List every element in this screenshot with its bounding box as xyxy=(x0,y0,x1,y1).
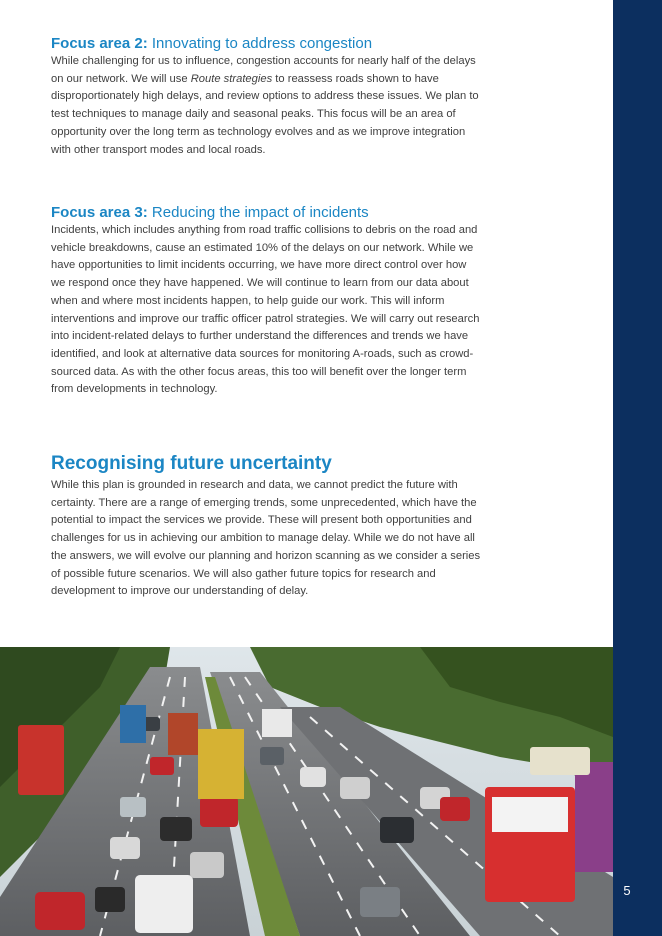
focus-area-2-title: Innovating to address congestion xyxy=(151,35,373,52)
motorway-traffic-photo xyxy=(0,647,613,936)
sidebar-band xyxy=(613,0,662,936)
motorway-illustration xyxy=(0,647,613,936)
focus-area-2-text xyxy=(51,53,481,159)
focus-area-2-text-part: While challenging for us to influence, congestion accounts for nearly half of the delays on our network. We will use xyxy=(51,55,476,85)
focus-area-2-text-part: to reassess roads shown to have disproportionately high delays, and review options to address these issues. We plan to test techniques to manage daily and seasonal peaks. This focus will be an area of opportunity over the long term as technology evolves and as we improve integration with other transport modes and local roads. xyxy=(51,72,479,156)
future-uncertainty-heading: Recognising future uncertainty xyxy=(51,453,332,474)
page-number: 5 xyxy=(623,883,631,898)
focus-area-2-label: Focus area 2: xyxy=(51,35,148,52)
focus-area-3-heading xyxy=(51,203,481,222)
focus-area-3-section xyxy=(51,203,481,399)
focus-area-3-title: Reducing the impact of incidents xyxy=(151,204,369,221)
future-uncertainty-section xyxy=(51,452,481,601)
focus-area-2-heading xyxy=(51,34,481,53)
focus-area-3-label: Focus area 3: xyxy=(51,204,148,221)
future-uncertainty-text: While this plan is grounded in research and data, we cannot predict the future with certainty. There are a range of emerging trends, some unprecedented, which have the potential to impact the services we provide. These will present both opportunities and challenges for us in achieving our ambition to manage delay. While we do not have all the answers, we will evolve our planning and horizon scanning as we consider a series of possible future scenarios. We will also gather future topics for research and development to improve our understanding of delay. xyxy=(51,479,481,598)
focus-area-3-text: Incidents, which includes anything from road traffic collisions to debris on the road and vehicle breakdowns, cause an estimated 10% of the delays on our network. While we have opportunities to limit incidents occurring, we have more direct control over how we respond once they have happened. We will continue to learn from our data about when and where most incidents happen, to help guide our work. This will inform interventions and improve our traffic officer patrol strategies. We will carry out research into incident-related delays to further understand the differences and trends we have identified, and look at alternative data sources for monitoring A-roads, such as crowd-sourced data. As with the other focus areas, this too will benefit over the longer term from developments in technology. xyxy=(51,224,480,396)
focus-area-2-section xyxy=(51,34,481,159)
route-strategies-italic: Route strategies xyxy=(190,72,273,85)
